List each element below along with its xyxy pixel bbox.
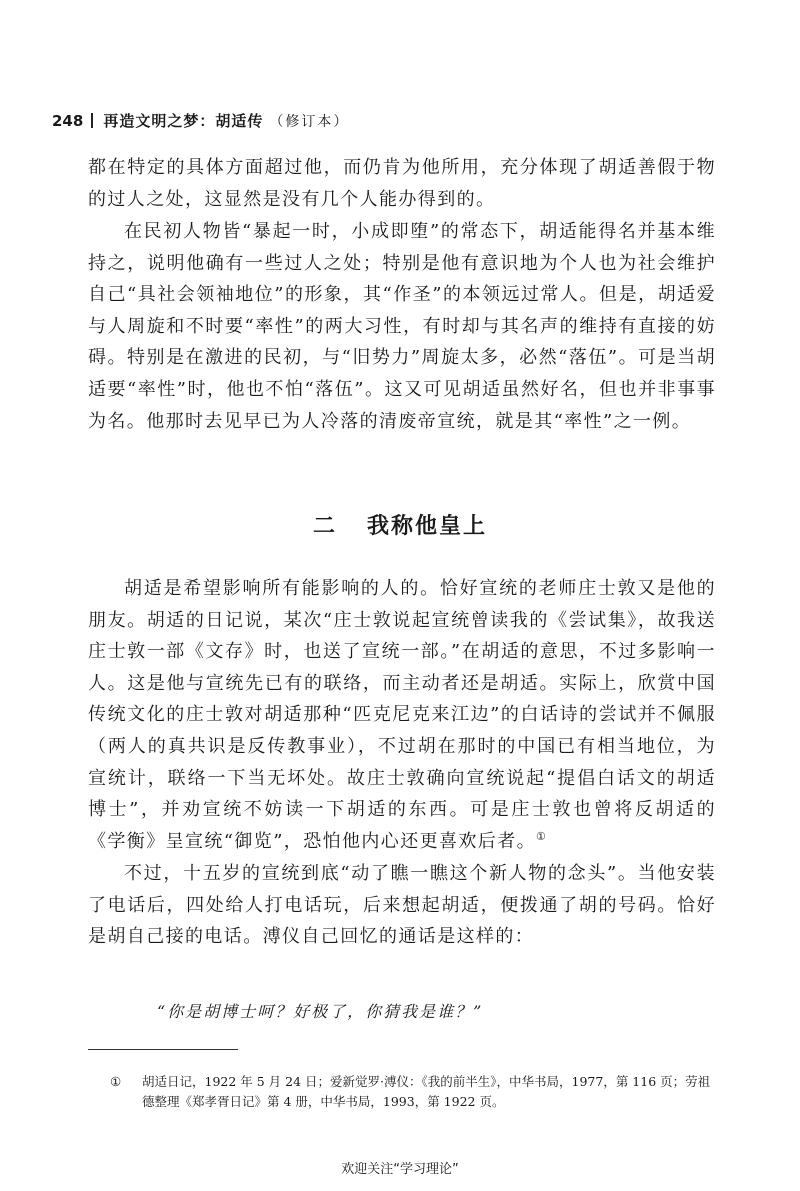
section-number: 二 (312, 514, 337, 539)
book-subtitle: （修订本） (269, 113, 350, 130)
paragraph (88, 573, 716, 857)
paragraph-text: 胡适是希望影响所有能影响的人的。恰好宣统的老师庄士敦又是他的朋友。胡适的日记说，某次“庄士敦说起宣统曾读我的《尝试集》，故我送庄士敦一部《文存》时，也送了宣统一部。”在胡适的意思，不过多影响一人。这是他与宣统先已有的联络，而主动者还是胡适。实际上，欣赏中国传统文化的庄士敦对胡适那种“匹克尼克来江边”的白话诗的尝试并不佩服（两人的真共识是反传教事业），不过胡在那时的中国已有相当地位，为宣统计，联络一下当无坏处。故庄士敦确向宣统说起“提倡白话文的胡适博士”，并劝宣统不妨读一下胡适的东西。可是庄士敦也曾将反胡适的《学衡》呈宣统“御览”，恐怕他内心还更喜欢后者。 (88, 578, 716, 852)
book-title: 再造文明之梦：胡适传 (103, 112, 264, 130)
footnote-reference[interactable]: ① (536, 829, 548, 843)
footnote (110, 1072, 716, 1112)
footnote-mark: ① (110, 1074, 122, 1089)
header-divider (91, 113, 93, 128)
running-header (52, 110, 349, 131)
footnote-divider (88, 1049, 238, 1050)
page-number: 248 (52, 111, 84, 130)
block-quote: “你是胡博士呵？好极了，你猜我是谁？” (157, 1002, 484, 1021)
paragraph-continued: 都在特定的具体方面超过他，而仍肯为他所用，充分体现了胡适善假于物的过人之处，这显然是没有几个人能办得到的。 (88, 157, 716, 210)
paragraph: 不过，十五岁的宣统到底“动了瞧一瞧这个新人物的念头”。当他安装了电话后，四处给人打电话玩，后来想起胡适，便拨通了胡的号码。恰好是胡自己接的电话。溥仪自己回忆的通话是这样的： (88, 863, 716, 948)
paragraph: 在民初人物皆“暴起一时，小成即堕”的常态下，胡适能得名并基本维持之，说明他确有一些过人之处；特别是他有意识地为个人也为社会维护自己“具社会领袖地位”的形象，其“作圣”的本领远过常人。但是，胡适爱与人周旋和不时要“率性”的两大习性，有时却与其名声的维持有直接的妨碍。特别是在激进的民初，与“旧势力”周旋太多，必然“落伍”。可是当胡适要“率性”时，他也不怕“落伍”。这又可见胡适虽然好名，但也并非事事为名。他那时去见早已为人冷落的清废帝宣统，就是其“率性”之一例。 (88, 221, 716, 432)
bottom-watermark-text: 欢迎关注“学习理论” (341, 1162, 459, 1177)
footnote-text: 胡适日记，1922 年 5 月 24 日；爱新觉罗·溥仪：《我的前半生》，中华书局，1977，第 116 页；劳祖德整理《郑孝胥日记》第 4 册，中华书局，1993，第 1922 页。 (142, 1074, 711, 1109)
section-title: 我称他皇上 (367, 514, 488, 539)
section-heading (0, 509, 800, 540)
